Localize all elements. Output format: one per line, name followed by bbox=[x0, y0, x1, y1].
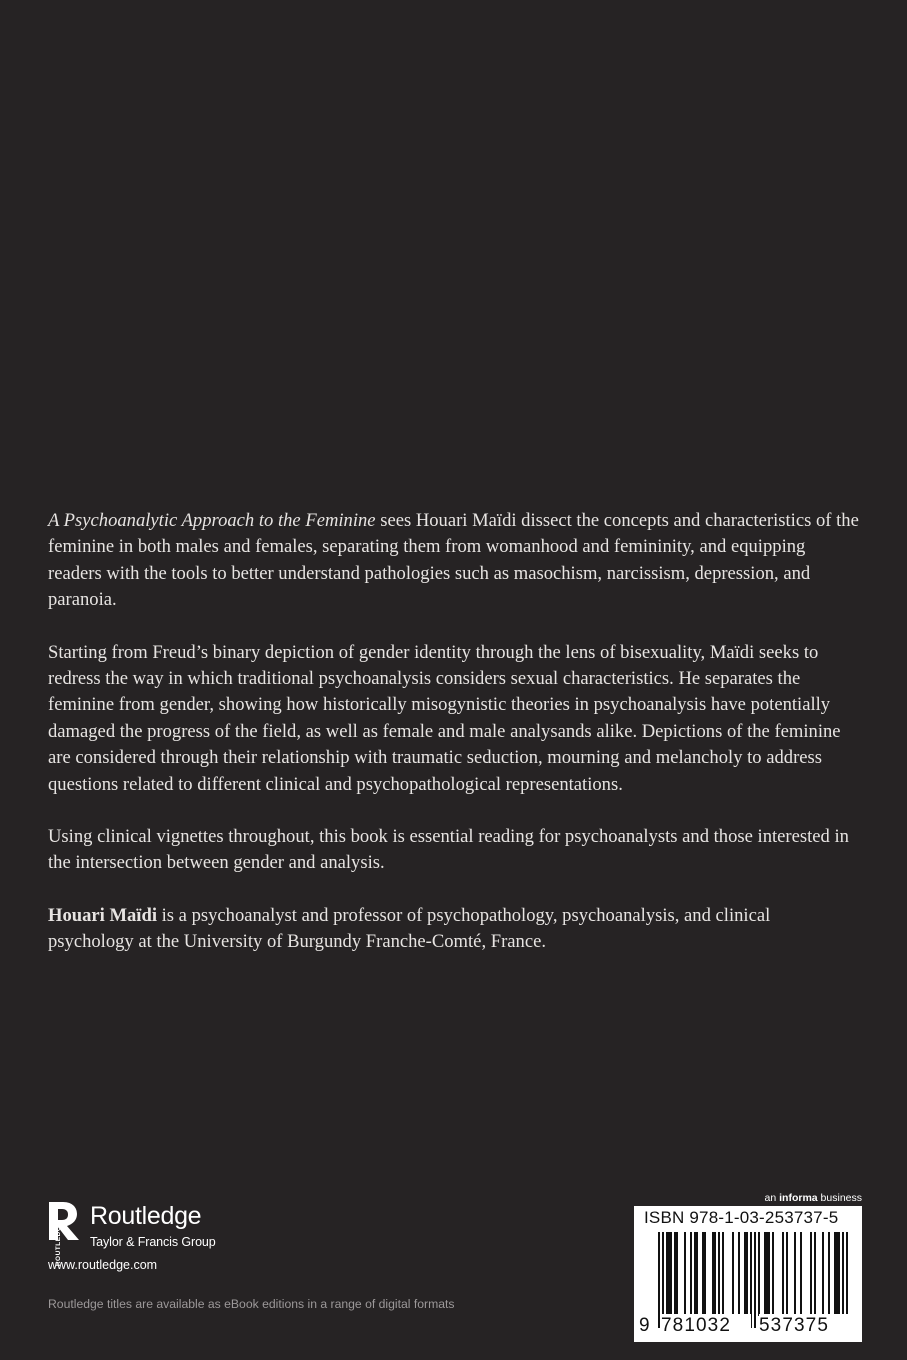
barcode-bar bbox=[658, 1232, 660, 1328]
barcode-bar bbox=[722, 1232, 724, 1316]
book-title: A Psychoanalytic Approach to the Feminine bbox=[48, 510, 376, 531]
barcode-bar bbox=[786, 1232, 788, 1316]
blurb-paragraph-1 bbox=[48, 508, 860, 614]
barcode-bar bbox=[822, 1232, 824, 1316]
barcode-bar bbox=[810, 1232, 812, 1316]
informa-tagline: an informa business bbox=[764, 1192, 862, 1204]
author-bio-text: is a psychoanalyst and professor of psychopathology, psychoanalysis, and clinical psychology at the University of Burgundy Franche-Comté, France. bbox=[48, 904, 771, 953]
blurb-paragraph-1-text: sees Houari Maïdi dissect the concepts and characteristics of the feminine in both males and females, separating them from womanhood and femininity, and equipping readers with the tools to better understand pathologies such as masochism, narcissism, depression, and paranoia. bbox=[48, 510, 859, 611]
blurb-paragraph-2: Starting from Freud’s binary depiction of gender identity through the lens of bisexuality, Maïdi seeks to redress the way in which traditional psychoanalysis considers sexual characteristics. He separates the feminine from gender, showing how historically misogynistic theories in psychoanalysis have potentially damaged the progress of the field, as well as female and male analysands alike. Depictions of the feminine are considered through their relationship with traumatic seduction, mourning and melancholy to address questions related to different clinical and psychopathological representations. bbox=[48, 641, 841, 795]
barcode-digit-first: 9 bbox=[639, 1314, 655, 1338]
blurb-paragraph-3: Using clinical vignettes throughout, this book is essential reading for psychoanalysts and those interested in the intersection between gender and analysis. bbox=[48, 826, 849, 874]
ebook-note: Routledge titles are available as eBook editions in a range of digital formats bbox=[48, 1297, 455, 1311]
barcode-bar bbox=[836, 1232, 838, 1316]
barcode-bar bbox=[718, 1232, 720, 1316]
barcode-bar bbox=[838, 1232, 840, 1316]
barcode-bar bbox=[696, 1232, 698, 1316]
barcode-bar bbox=[714, 1232, 716, 1316]
barcode-bar bbox=[668, 1232, 670, 1316]
publisher-vertical-label: ROUTLEDGE bbox=[55, 1220, 63, 1267]
barcode-bar bbox=[702, 1232, 704, 1316]
barcode-digits-left: 781032 bbox=[661, 1314, 751, 1338]
barcode-bar bbox=[694, 1232, 696, 1316]
barcode-bar bbox=[782, 1232, 784, 1316]
barcode-bar bbox=[828, 1232, 830, 1316]
barcode-bar bbox=[772, 1232, 774, 1316]
barcode-bar bbox=[738, 1232, 740, 1316]
publisher-url[interactable]: www.routledge.com bbox=[48, 1258, 158, 1272]
isbn-barcode bbox=[634, 1206, 862, 1342]
barcode-bar bbox=[834, 1232, 836, 1316]
barcode-bar bbox=[766, 1232, 768, 1316]
barcode-bar bbox=[764, 1232, 766, 1316]
barcode-bar bbox=[670, 1232, 672, 1316]
barcode-bar bbox=[690, 1232, 692, 1316]
barcode-bar bbox=[814, 1232, 816, 1316]
barcode-bar bbox=[754, 1232, 756, 1328]
publisher-name: Routledge bbox=[90, 1202, 202, 1230]
barcode-bar bbox=[746, 1232, 748, 1316]
barcode-bar bbox=[744, 1232, 746, 1316]
barcode-bar bbox=[768, 1232, 770, 1316]
barcode-bar bbox=[674, 1232, 676, 1316]
barcode-bar bbox=[758, 1232, 760, 1316]
barcode-bar bbox=[684, 1232, 686, 1316]
barcode-bar bbox=[712, 1232, 714, 1316]
barcode-bar bbox=[732, 1232, 734, 1316]
barcode-bar bbox=[794, 1232, 796, 1316]
barcode-bar bbox=[676, 1232, 678, 1316]
barcode-digits-right: 537375 bbox=[759, 1314, 851, 1338]
back-cover-blurb bbox=[48, 508, 860, 956]
publisher-group: Taylor & Francis Group bbox=[90, 1235, 216, 1249]
author-bio bbox=[48, 903, 860, 956]
author-name: Houari Maïdi bbox=[48, 904, 157, 926]
barcode-bar bbox=[704, 1232, 706, 1316]
barcode-bar bbox=[800, 1232, 802, 1316]
informa-brand: informa bbox=[779, 1192, 818, 1204]
barcode-bar bbox=[666, 1232, 668, 1316]
isbn-label: ISBN 978-1-03-253737-5 bbox=[644, 1208, 839, 1227]
